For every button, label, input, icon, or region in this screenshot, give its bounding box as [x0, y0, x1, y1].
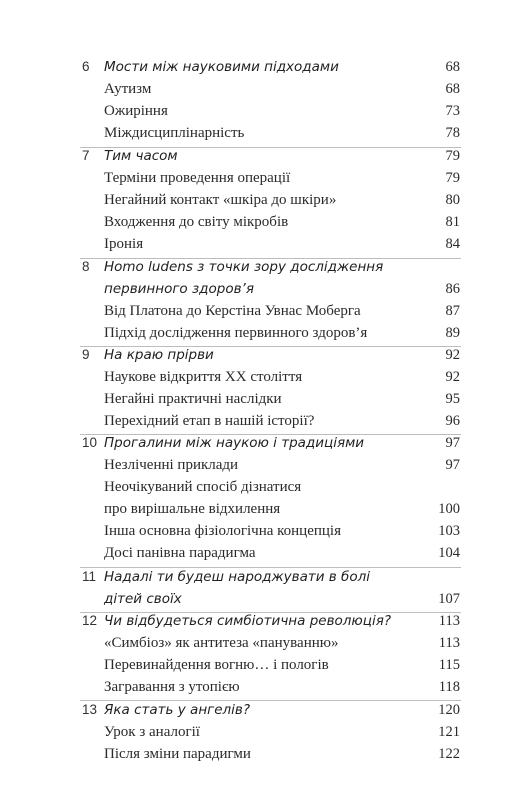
section-title: Досі панівна парадигма — [104, 545, 256, 561]
chapter-title-cont: дітей своїх — [104, 591, 182, 607]
section-title: Від Платона до Керстіна Увнас Моберга — [104, 303, 361, 319]
section-title-cont: про вирішальне відхилення — [104, 501, 281, 517]
page-number: 95 — [445, 391, 460, 407]
chapter-7-heading[interactable] — [0, 145, 517, 167]
page-number: 96 — [445, 413, 460, 429]
chapter-13-heading[interactable] — [0, 699, 517, 721]
section-title: Негайний контакт «шкіра до шкіри» — [104, 192, 337, 208]
chapter-title: Яка стать у ангелів? — [104, 702, 251, 718]
section-title: Міждисциплінарність — [104, 125, 245, 141]
section-title: Аутизм — [104, 81, 152, 97]
toc-entry[interactable] — [0, 388, 517, 410]
toc-entry[interactable] — [0, 322, 517, 344]
toc-entry[interactable] — [0, 233, 517, 255]
page-number: 68 — [445, 81, 460, 97]
page-number: 118 — [438, 679, 460, 695]
section-title: Наукове відкриття XX століття — [104, 369, 303, 385]
section-title: Входження до світу мікробів — [104, 214, 289, 230]
section-title: Негайні практичні наслідки — [104, 391, 282, 407]
section-title: Неочікуваний спосіб дізнатися — [104, 479, 302, 495]
page-number: 121 — [438, 724, 460, 740]
chapter-number: 11 — [82, 569, 97, 584]
toc-entry[interactable] — [0, 211, 517, 233]
toc-entry[interactable] — [0, 167, 517, 189]
section-title: Терміни проведення операції — [104, 170, 291, 186]
page-number: 113 — [438, 613, 460, 629]
chapter-title: Homo ludens з точки зору дослідження — [104, 259, 384, 275]
toc-entry[interactable] — [0, 189, 517, 211]
page-number: 104 — [438, 545, 460, 561]
chapter-number: 10 — [82, 435, 98, 450]
toc-entry[interactable] — [0, 454, 517, 476]
page-number: 86 — [445, 281, 460, 297]
page-number: 81 — [445, 214, 460, 230]
page-number: 92 — [445, 347, 460, 363]
toc-entry[interactable] — [0, 78, 517, 100]
section-title: Інша основна фізіологічна концепція — [104, 523, 341, 539]
toc-entry[interactable] — [0, 721, 517, 743]
page-number: 97 — [445, 435, 460, 451]
page-number: 113 — [438, 635, 460, 651]
page-number: 73 — [445, 103, 460, 119]
chapter-title: Мости між науковими підходами — [104, 59, 339, 75]
chapter-number: 6 — [82, 59, 90, 74]
chapter-title: Надалі ти будеш народжувати в болі — [104, 569, 371, 585]
page-number: 79 — [445, 170, 460, 186]
page-number: 103 — [438, 523, 460, 539]
chapter-8-heading[interactable] — [0, 256, 517, 278]
chapter-title: На краю прірви — [104, 347, 214, 363]
toc-entry[interactable] — [0, 366, 517, 388]
toc-entry-cont[interactable] — [0, 498, 517, 520]
chapter-title: Чи відбудеться симбіотична революція? — [104, 613, 392, 629]
chapter-title: Прогалини між наукою і традиціями — [104, 435, 365, 451]
chapter-11-heading[interactable] — [0, 566, 517, 588]
section-title: Перехідний етап в нашій історії? — [104, 413, 315, 429]
section-title: Іронія — [104, 236, 144, 252]
page-number: 87 — [445, 303, 460, 319]
page-number: 79 — [445, 148, 460, 164]
section-title: Незліченні приклади — [104, 457, 239, 473]
page-number: 80 — [445, 192, 460, 208]
toc-entry[interactable] — [0, 542, 517, 564]
toc-entry[interactable] — [0, 476, 517, 498]
chapter-title-cont: первинного здоров’я — [104, 281, 254, 297]
toc-entry[interactable] — [0, 632, 517, 654]
chapter-number: 9 — [82, 347, 90, 362]
chapter-6-heading[interactable] — [0, 56, 517, 78]
toc-entry[interactable] — [0, 676, 517, 698]
page-number: 100 — [438, 501, 460, 517]
chapter-number: 13 — [82, 702, 98, 717]
chapter-number: 7 — [82, 148, 90, 163]
chapter-title: Тим часом — [104, 148, 178, 164]
chapter-12-heading[interactable] — [0, 610, 517, 632]
page-number: 78 — [445, 125, 460, 141]
toc-entry[interactable] — [0, 300, 517, 322]
toc-entry[interactable] — [0, 743, 517, 765]
toc-entry[interactable] — [0, 100, 517, 122]
chapter-8-heading-cont[interactable] — [0, 278, 517, 300]
page-number: 84 — [445, 236, 460, 252]
toc-entry[interactable] — [0, 122, 517, 144]
page-number: 120 — [438, 702, 460, 718]
page-number: 92 — [445, 369, 460, 385]
section-title: «Симбіоз» як антитеза «пануванню» — [104, 635, 339, 651]
section-title: Ожиріння — [104, 103, 168, 119]
section-title: Після зміни парадигми — [104, 746, 251, 762]
section-title: Підхід дослідження первинного здоров’я — [104, 325, 368, 341]
toc-entry[interactable] — [0, 520, 517, 542]
page-number: 115 — [438, 657, 460, 673]
toc-entry[interactable] — [0, 410, 517, 432]
chapter-11-heading-cont[interactable] — [0, 588, 517, 610]
page-number: 97 — [445, 457, 460, 473]
page-number: 89 — [445, 325, 460, 341]
chapter-number: 12 — [82, 613, 98, 628]
page-number: 122 — [438, 746, 460, 762]
section-title: Перевинайдення вогню… і пологів — [104, 657, 329, 673]
chapter-10-heading[interactable] — [0, 432, 517, 454]
section-title: Загравання з утопією — [104, 679, 240, 695]
chapter-number: 8 — [82, 259, 90, 274]
page-number: 68 — [445, 59, 460, 75]
chapter-9-heading[interactable] — [0, 344, 517, 366]
toc-entry[interactable] — [0, 654, 517, 676]
section-title: Урок з аналогії — [104, 724, 200, 740]
page-number: 107 — [438, 591, 460, 607]
